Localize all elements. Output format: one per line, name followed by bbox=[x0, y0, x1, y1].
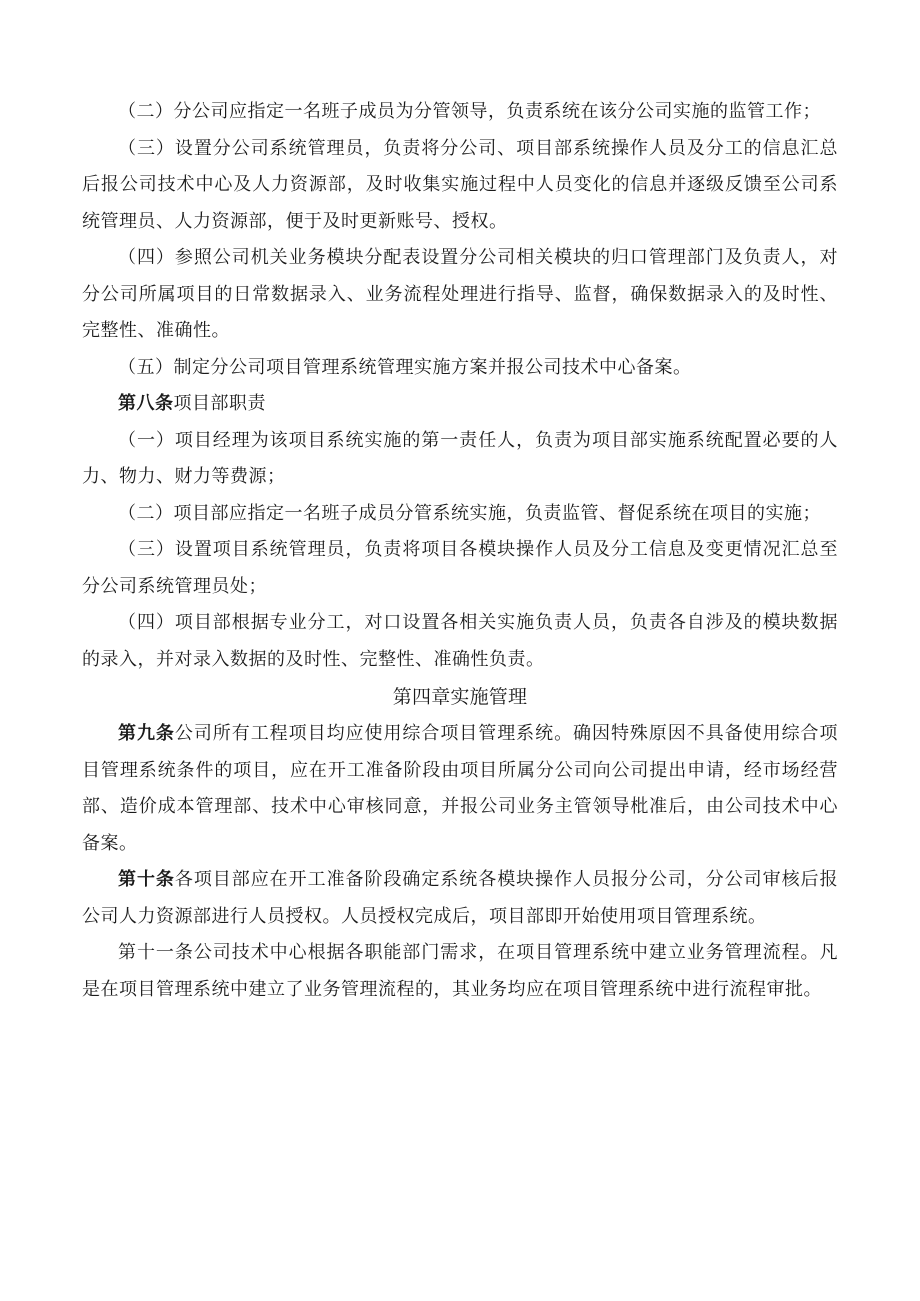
article-10-text: 各项目部应在开工准备阶段确定系统各模块操作人员报分公司，分公司审核后报公司人力资源部进行人员授权。人员授权完成后，项目部即开始使用项目管理系统。 bbox=[82, 869, 839, 927]
paragraph-branch-5: （五）制定分公司项目管理系统管理实施方案并报公司技术中心备案。 bbox=[118, 356, 692, 378]
article-9-text: 公司所有工程项目均应使用综合项目管理系统。确因特殊原因不具备使用综合项目管理系统条件的项目，应在开工准备阶段由项目所属分公司向公司提出申请，经市场经营部、造价成本管理部、技术中心审核同意，并报公司业务主管领导枇准后，由公司技术中心备案。 bbox=[82, 723, 839, 854]
article-10-label: 第十条 bbox=[118, 869, 175, 890]
paragraph-project-2: （二）项目部应指定一名班子成员分管系统实施，负责监管、督促系统在项目的实施； bbox=[118, 502, 821, 524]
article-9-label: 第九条 bbox=[118, 723, 175, 744]
paragraph-project-3: （三）设置项目系统管理员，负责将项目各模块操作人员及分工信息及变更情况汇总至分公司系统管理员处； bbox=[82, 539, 838, 597]
article-8 bbox=[82, 386, 838, 423]
paragraph-project-4: （四）项目部根据专业分工，对口设置各相关实施负责人员，负责各自涉及的模块数据的录入，并对录入数据的及时性、完整性、准确性负责。 bbox=[82, 612, 838, 670]
document-page bbox=[82, 94, 838, 1008]
article-9 bbox=[82, 716, 838, 862]
article-8-text: 项目部职责 bbox=[173, 393, 266, 414]
article-8-label: 第八条 bbox=[118, 393, 174, 414]
article-11: 第十一条公司技术中心根据各职能部门需求，在项目管理系统中建立业务管理流程。凡是在项目管理系统中建立了业务管理流程的，其业务均应在项目管理系统中进行流程审批。 bbox=[82, 942, 838, 1000]
paragraph-project-1: （一）项目经理为该项目系统实施的第一责任人，负责为项目部实施系统配置必要的人力、物力、财力等费源； bbox=[82, 429, 838, 487]
paragraph-branch-4: （四）参照公司机关业务模块分配表设置分公司相关模块的归口管理部门及负责人，对分公司所属项目的日常数据录入、业务流程处理进行指导、监督，确保数据录入的及时性、完整性、准确性。 bbox=[82, 247, 838, 341]
chapter-4-title: 第四章实施管理 bbox=[392, 686, 528, 708]
paragraph-branch-2: （二）分公司应指定一名班子成员为分管领导，负责系统在该分公司实施的监管工作； bbox=[118, 101, 821, 122]
article-10 bbox=[82, 862, 838, 935]
paragraph-branch-3: （三）设置分公司系统管理员，负责将分公司、项目部系统操作人员及分工的信息汇总后报公司技术中心及人力资源部，及时收集实施过程中人员变化的信息并逐级反馈至公司系统管理员、人力资源部，便于及时更新账号、授权。 bbox=[82, 137, 838, 232]
